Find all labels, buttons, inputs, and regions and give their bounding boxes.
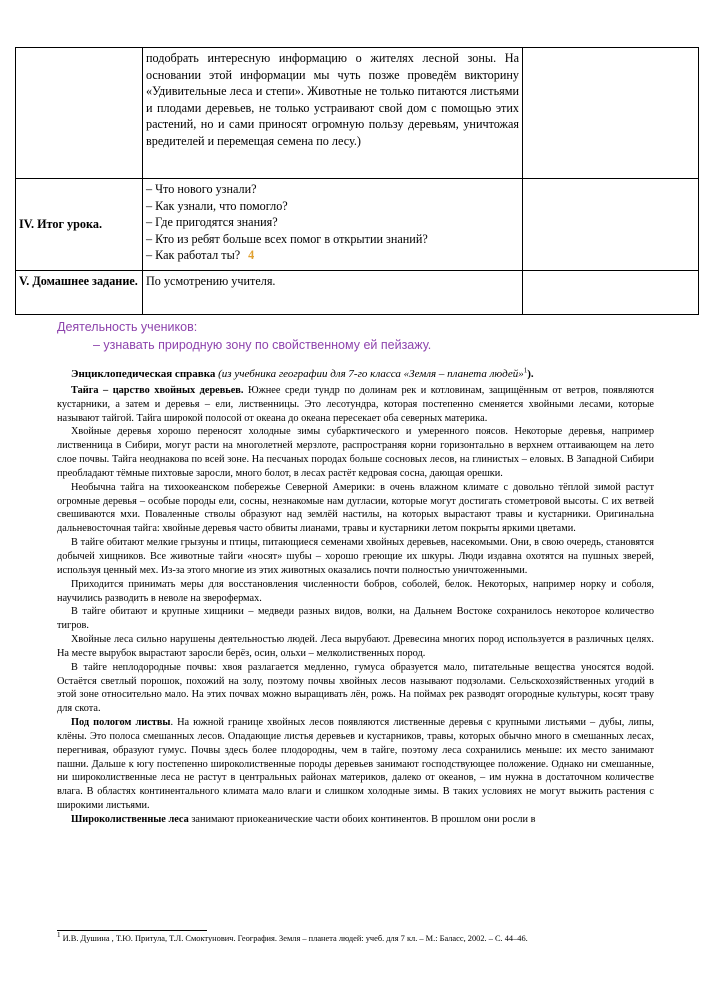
table-row bbox=[16, 48, 699, 179]
heading-source: (из учебника географии для 7-го класса «Земля – планета людей» bbox=[218, 368, 524, 380]
paragraph: Хвойные леса сильно нарушены деятельностью людей. Леса вырубают. Древесина многих пород используется в различных целях. На месте вырубок вырастают заросли берёз, осин, ольхи – мелколиственных пород. bbox=[57, 634, 654, 659]
paragraph bbox=[57, 384, 654, 426]
student-activity bbox=[57, 318, 657, 354]
footnote bbox=[57, 933, 657, 944]
paragraph bbox=[57, 716, 654, 813]
note-cell bbox=[523, 179, 699, 271]
note-cell bbox=[523, 48, 699, 179]
footnote-text: И.В. Душина , Т.Ю. Притула, Т.Л. Смоктунович. География. Земля – планета людей: учеб. для 7 кл. – М.: Баласс, 2002. – С. 44–46. bbox=[60, 934, 528, 943]
table-row bbox=[16, 271, 699, 315]
mark-number: 4 bbox=[248, 248, 255, 262]
heading-end: ). bbox=[527, 368, 534, 380]
article-heading bbox=[57, 368, 654, 382]
lesson-table bbox=[15, 47, 699, 315]
footnote-number: 1 bbox=[57, 931, 61, 940]
paragraph: В тайге неплодородные почвы: хвоя разлагается медленно, гумуса образуется мало, питательные вещества уносятся водой. Остаётся светлый порошок, похожий на золу, поэтому почвы хвойных лесов называют подзолами. Сельскохозяйственных угодий в этой зоне относительно мало. На этих почвах можно выращивать лён, рожь. На поймах рек разводят огородные культуры, косят траву для скота. bbox=[57, 661, 654, 715]
content-cell: подобрать интересную информацию о жителях лесной зоны. На основании этой информации мы чуть позже проведём викторину «Удивительные леса и степи». Животные не только питаются листьями и плодами деревьев, не только устраивают свой дом с помощью этих растений, но и сами приносят огромную пользу деревьям, уничтожая вредителей и перемещая семена по лесу.) bbox=[143, 48, 523, 179]
paragraph: Хвойные деревья хорошо переносят холодные зимы субарктического и умеренного поясов. Некоторые деревья, например лиственница в Сибири, могут расти на многолетней мерзлоте, распространяя корни горизонтально в верхнем оттаивающем на лето слое почвы. Тайга неоднакова по всей зоне. На песчаных породах больше сосновых лесов, на глинистых – еловых. В Западной Сибири преобладают тёмные пихтовые заросли, много болот, в лесах растёт кедровая сосна, дающая орешки. bbox=[57, 426, 654, 479]
activity-item: – узнавать природную зону по свойственному ей пейзажу. bbox=[93, 338, 432, 352]
paragraph: Необычна тайга на тихоокеанском побережье Северной Америки: в очень влажном климате с довольно тёплой зимой растут огромные деревья – особые породы ели, сосны, незнакомые нам дугласии, которые могут достигать стометровой высоты. С их ветвей свешиваются мхи. Поваленные стволы образуют над землёй настилы, на которых вырастают травы и кустарники. Оригинальна дальневосточная тайга: хвойные деревья часто обвиты лианами, травы и кустарники летом покрыты яркими цветами. bbox=[57, 481, 654, 535]
question-line: – Где пригодятся знания? bbox=[146, 215, 278, 229]
paragraph: Приходится принимать меры для восстановления численности бобров, соболей, белок. Некоторых, например норку и соболя, научились разводить в неволе на зверофермах. bbox=[57, 578, 654, 604]
paragraph: В тайге обитают мелкие грызуны и птицы, питающиеся семенами хвойных деревьев, насекомыми. Они, в свою очередь, становятся добычей хищников. Все животные тайги «носят» шубы – хорошо греющие их шкуры. Люди издавна охотятся на пушных зверей, используя ценный мех. Из-за этого многие из этих животных оказались почти полностью уничтоженными. bbox=[57, 537, 654, 576]
activity-title: Деятельность учеников: bbox=[57, 320, 198, 334]
stage-cell bbox=[16, 48, 143, 179]
question-text: – Как работал ты? bbox=[146, 248, 241, 262]
paragraph-lead: Тайга – царство хвойных деревьев. bbox=[71, 384, 244, 396]
encyclopedia-article bbox=[57, 368, 654, 827]
question-line: – Как узнали, что помогло? bbox=[146, 198, 288, 213]
question-line: – Кто из ребят больше всех помог в открытии знаний? bbox=[146, 231, 428, 246]
paragraph-lead: Широколиственные леса bbox=[71, 814, 189, 825]
paragraph-text: занимают приокеанические части обоих континентов. В прошлом они росли в bbox=[188, 814, 536, 825]
paragraph bbox=[57, 813, 654, 827]
questions-cell bbox=[143, 179, 523, 271]
stage-cell: IV. Итог урока. bbox=[16, 179, 143, 271]
stage-cell: V. Домашнее задание. bbox=[16, 271, 143, 315]
footnote-divider bbox=[57, 930, 207, 931]
table-row bbox=[16, 179, 699, 271]
paragraph-lead: Под пологом листвы bbox=[71, 717, 171, 729]
heading-bold: Энциклопедическая справка bbox=[71, 368, 216, 380]
paragraph-text: . На южной границе хвойных лесов появляются лиственные деревья с крупными листьями – дубы, липы, клёны. Это полоса смешанных лесов. Опадающие листья деревьев и кустарников, травы, которых обычно много в смешанных лесах, перегнивая, образуют гумус. Почвы здесь более плодородны, чем в тайге, поэтому леса сохранились меньше: их место занимают пашни. Дальше к югу постепенно широколиственные породы деревьев занимают господствующее положение. Однако ни смешанные, ни широколиственные леса не растут в центральных районах материков, далеко от океанов, – им нужна в достаточном количестве влага. В областях континентального климата мало влаги и слишком холодные зимы. В таких условиях не могут выжить растения с широкими листьями. bbox=[57, 717, 654, 812]
note-cell bbox=[523, 271, 699, 315]
question-line bbox=[146, 247, 519, 264]
footnote-ref: 1 bbox=[523, 366, 528, 375]
question-line: – Что нового узнали? bbox=[146, 182, 257, 196]
paragraph: В тайге обитают и крупные хищники – медведи разных видов, волки, на Дальнем Востоке сохранилось некоторое количество тигров. bbox=[57, 606, 654, 632]
content-cell: По усмотрению учителя. bbox=[143, 271, 523, 315]
paragraph-text: Южнее среди тундр по долинам рек и котловинам, защищённым от ветров, появляются кустарники, а затем и деревья – ели, лиственницы. Это лесотундра, которая постепенно сменяется хвойными лесами, которые называют тайгой. Тайга широкой полосой от океана до океана пересекает оба северных материка. bbox=[57, 384, 654, 424]
